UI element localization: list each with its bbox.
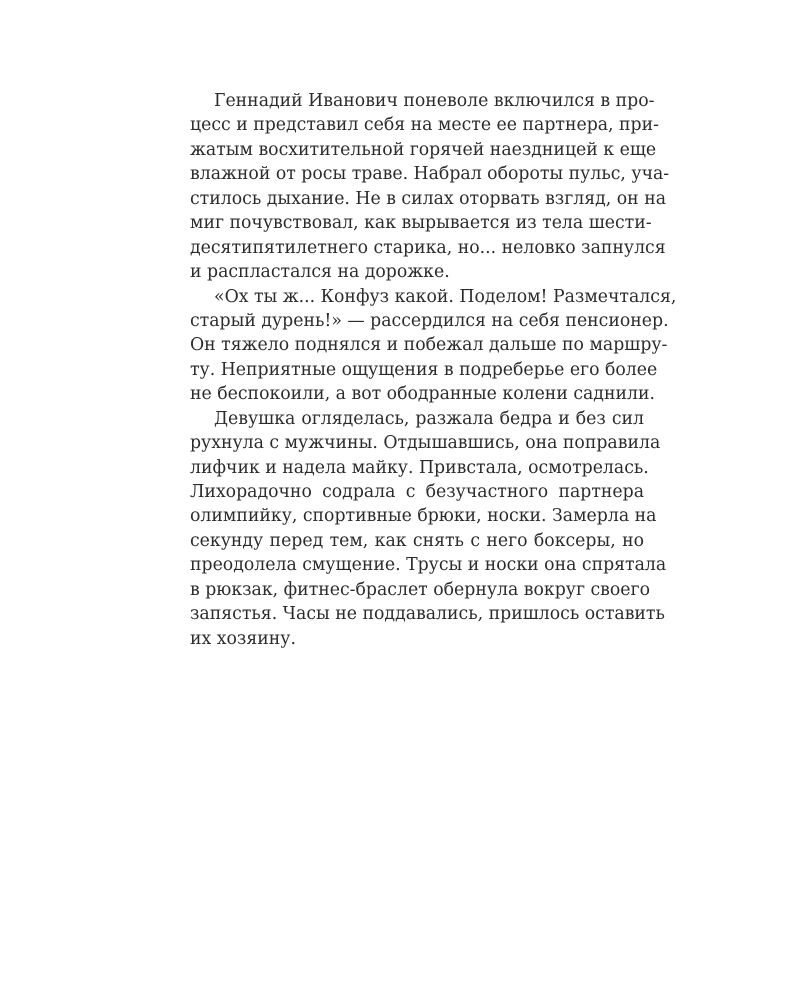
text-line: старый дурень!» — рассердился на себя пенсионер. (190, 310, 669, 331)
text-line: их хозяину. (190, 628, 296, 649)
text-line: Лихорадочно содрала с безучастного партнера (190, 482, 644, 502)
paragraph-2 (190, 285, 677, 407)
text-line: преодолела смущение. Трусы и носки она спрятала (190, 555, 667, 576)
text-line: рухнула с мужчины. Отдышавшись, она поправила (190, 433, 661, 454)
text-line: миг почувствовал, как вырывается из тела шести- (190, 213, 652, 234)
text-line: «Ох ты ж... Конфуз какой. Поделом! Размечтался, (214, 286, 677, 307)
text-line: стилось дыхание. Не в силах оторвать взгляд, он на (190, 188, 667, 209)
text-line: не беспокоили, а вот ободранные колени саднили. (190, 384, 655, 405)
paragraph-3 (190, 407, 667, 651)
text-line: в рюкзак, фитнес-браслет обернула вокруг своего (190, 579, 650, 600)
text-line: жатым восхитительной горячей наездницей к еще (190, 139, 657, 160)
text-line: и распластался на дорожке. (190, 262, 450, 283)
text-line: запястья. Часы не поддавались, пришлось оставить (190, 604, 665, 625)
text-line: лифчик и надела майку. Привстала, осмотрелась. (190, 457, 649, 478)
text-line: Он тяжело поднялся и побежал дальше по маршру- (190, 335, 668, 356)
text-line: олимпийку, спортивные брюки, носки. Замерла на (190, 506, 657, 527)
text-line: Геннадий Иванович поневоле включился в про- (214, 91, 655, 111)
text-line: ту. Неприятные ощущения в подреберье его более (190, 359, 658, 380)
text-line: цесс и представил себя на месте ее партнера, при- (190, 115, 659, 136)
paragraph-1 (190, 89, 670, 285)
text-block (190, 89, 677, 651)
text-line: влажной от росы траве. Набрал обороты пульс, уча- (190, 164, 670, 185)
text-line: Девушка огляделась, разжала бедра и без сил (214, 408, 644, 429)
text-line: десятипятилетнего старика, но... неловко запнулся (190, 237, 666, 258)
text-line: секунду перед тем, как снять с него боксеры, но (190, 530, 644, 551)
